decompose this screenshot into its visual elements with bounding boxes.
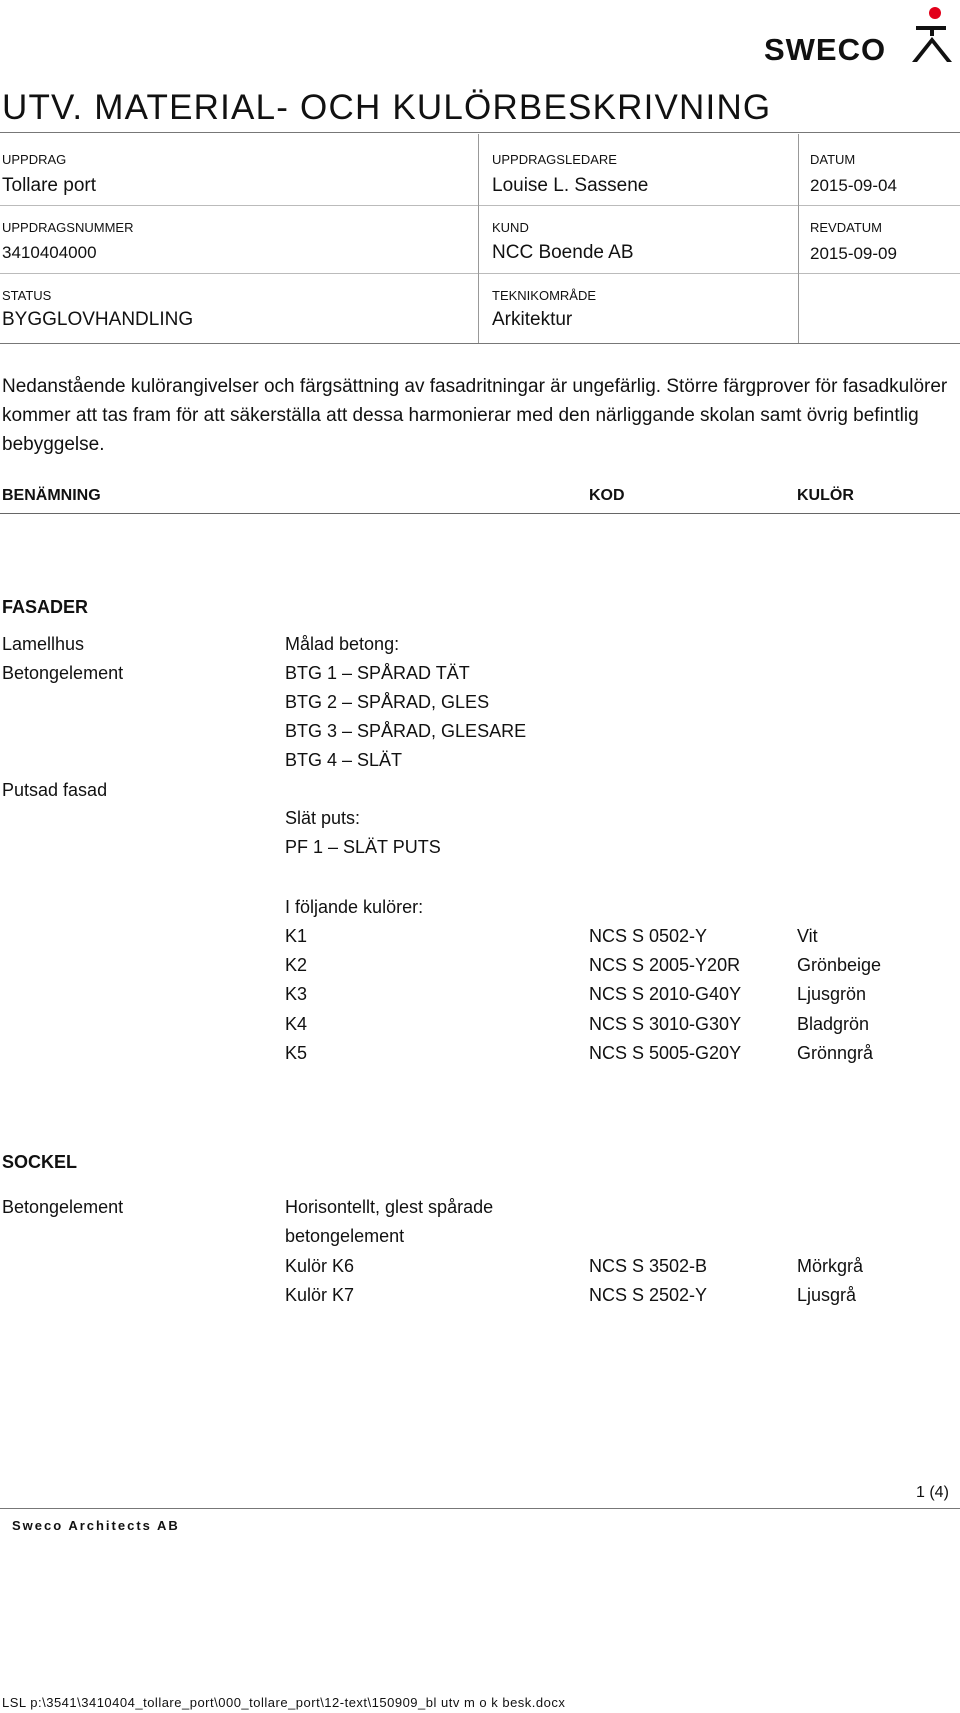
- revdatum-value: 2015-09-09: [810, 244, 897, 263]
- foljande-kulorer-label: I följande kulörer:: [285, 897, 424, 917]
- kund-value: NCC Boende AB: [492, 242, 634, 263]
- teknikomrade-label: TEKNIKOMRÅDE: [492, 288, 597, 303]
- uppdrag-value: Tollare port: [2, 175, 96, 196]
- uppdragsnummer-value: 3410404000: [2, 243, 97, 262]
- datum-label: DATUM: [810, 152, 856, 167]
- divider: [0, 273, 960, 274]
- document-title: UTV. MATERIAL- OCH KULÖRBESKRIVNING: [2, 88, 772, 127]
- color-description: Grönngrå: [797, 1043, 874, 1063]
- color-code: NCS S 2005-Y20R: [589, 955, 741, 975]
- color-name: Kulör K6: [285, 1256, 355, 1276]
- divider: [0, 205, 960, 206]
- color-name: K1: [285, 926, 308, 946]
- sockel-desc-line2: betongelement: [285, 1226, 405, 1246]
- footer-file-path: LSL p:\3541\3410404_tollare_port\000_tollare_port\12-text\150909_bl utv m o k besk.docx: [2, 1695, 566, 1710]
- section-title-fasader: FASADER: [2, 597, 89, 617]
- color-description: Vit: [797, 926, 818, 946]
- color-code: NCS S 3010-G30Y: [589, 1014, 742, 1034]
- color-name: K3: [285, 984, 308, 1004]
- datum-value: 2015-09-04: [810, 176, 897, 195]
- color-code: NCS S 3502-B: [589, 1256, 708, 1276]
- kund-label: KUND: [492, 220, 529, 235]
- color-name: K4: [285, 1014, 308, 1034]
- color-code: NCS S 0502-Y: [589, 926, 708, 946]
- footer-company: Sweco Architects AB: [12, 1518, 180, 1533]
- divider: [0, 132, 960, 133]
- divider: [0, 343, 960, 344]
- pf1-item: PF 1 – SLÄT PUTS: [285, 837, 441, 857]
- uppdragsledare-label: UPPDRAGSLEDARE: [492, 152, 617, 167]
- color-code: NCS S 5005-G20Y: [589, 1043, 742, 1063]
- column-header-kulor: KULÖR: [797, 487, 854, 504]
- color-description: Mörkgrå: [797, 1256, 864, 1276]
- btg2-item: BTG 2 – SPÅRAD, GLES: [285, 692, 490, 712]
- sweco-logo-icon: [906, 6, 956, 64]
- column-header-underline: [0, 513, 960, 514]
- sockel-desc-line1: Horisontellt, glest spårade: [285, 1197, 494, 1217]
- color-name: Kulör K7: [285, 1285, 355, 1305]
- uppdrag-label: UPPDRAG: [2, 152, 67, 167]
- page-number: 1 (4): [916, 1484, 949, 1501]
- column-divider: [478, 134, 479, 343]
- status-label: STATUS: [2, 288, 52, 303]
- fasader-lamellhus: Lamellhus: [2, 634, 85, 654]
- footer-divider: [0, 1508, 960, 1509]
- btg3-item: BTG 3 – SPÅRAD, GLESARE: [285, 721, 527, 741]
- column-header-kod: KOD: [589, 487, 625, 504]
- color-description: Bladgrön: [797, 1014, 870, 1034]
- fasader-putsad-fasad: Putsad fasad: [2, 780, 108, 800]
- uppdragsnummer-label: UPPDRAGSNUMMER: [2, 220, 134, 235]
- btg1-item: BTG 1 – SPÅRAD TÄT: [285, 663, 470, 683]
- slat-puts-label: Slät puts:: [285, 808, 361, 828]
- color-description: Ljusgrön: [797, 984, 867, 1004]
- sweco-logo: [764, 6, 960, 67]
- btg4-item: BTG 4 – SLÄT: [285, 750, 403, 770]
- color-name: K5: [285, 1043, 308, 1063]
- column-divider: [798, 134, 799, 343]
- revdatum-label: REVDATUM: [810, 220, 882, 235]
- color-code: NCS S 2502-Y: [589, 1285, 708, 1305]
- color-code: NCS S 2010-G40Y: [589, 984, 742, 1004]
- intro-paragraph: Nedanstående kulörangivelser och färgsättning av fasadritningar är ungefärlig. Större färgprover för fasadkulörer kommer att tas fram för att säkerställa att dessa harmonierar med den närliggande skolan samt övrig befintlig bebyggelse.: [2, 376, 948, 455]
- color-description: Ljusgrå: [797, 1285, 857, 1305]
- uppdragsledare-value: Louise L. Sassene: [492, 175, 649, 196]
- sockel-betongelement: Betongelement: [2, 1197, 124, 1217]
- status-value: BYGGLOVHANDLING: [2, 309, 194, 330]
- color-name: K2: [285, 955, 308, 975]
- logo-text: SWECO: [764, 32, 887, 67]
- malad-betong-label: Målad betong:: [285, 634, 400, 654]
- color-description: Grönbeige: [797, 955, 882, 975]
- fasader-betongelement: Betongelement: [2, 663, 124, 683]
- section-title-sockel: SOCKEL: [2, 1152, 78, 1172]
- column-header-benamning: BENÄMNING: [2, 487, 101, 504]
- teknikomrade-value: Arkitektur: [492, 309, 573, 330]
